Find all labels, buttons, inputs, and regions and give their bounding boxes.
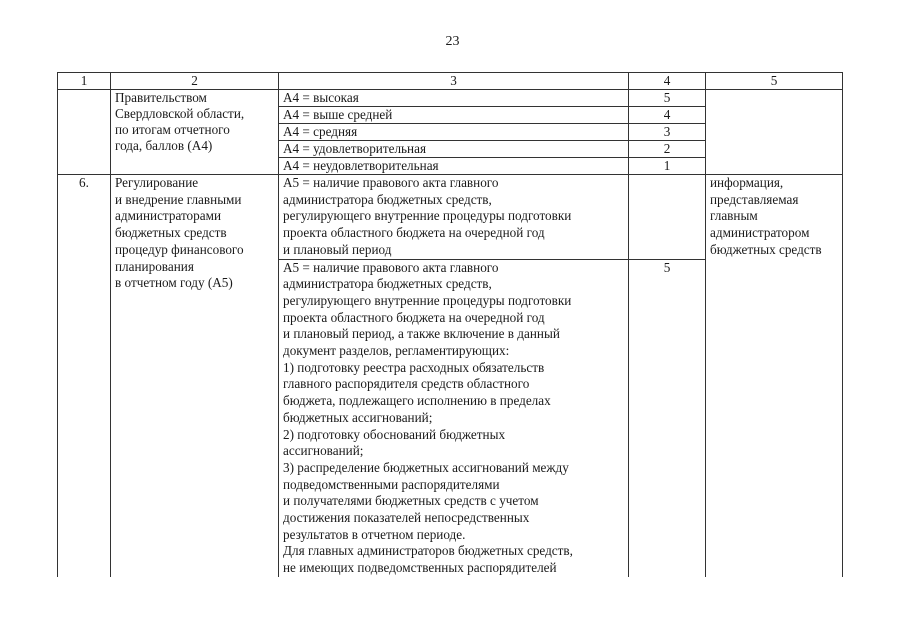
page-number: 23 (445, 34, 460, 49)
row-6-source-line: информация, (710, 175, 784, 190)
item-2-line: регулирующего внутренние процедуры подготовки (283, 292, 572, 308)
item-1-line: администратора бюджетных средств, (283, 191, 492, 207)
a4-item-score: 2 (629, 141, 706, 158)
a4-number-cell (58, 90, 111, 175)
a4-item-text: А4 = выше средней (279, 107, 629, 124)
item-2-line: не имеющих подведомственных распорядителей (283, 560, 557, 576)
a4-name-cell (111, 90, 279, 175)
item-1-line: А5 = наличие правового акта главного (283, 175, 499, 190)
item-2-line: администратора бюджетных средств, (283, 276, 492, 292)
row-6-name-line: и внедрение главными (115, 191, 242, 207)
a4-name-line: Свердловской области, (115, 106, 245, 121)
item-1-line: регулирующего внутренние процедуры подготовки (283, 208, 572, 224)
row-6-number: 6. (58, 175, 111, 577)
item-2-line: 1) подготовку реестра расходных обязательств (283, 359, 545, 375)
item-2-line: главного распорядителя средств областного (283, 376, 530, 392)
criteria-table (57, 72, 843, 577)
row-6-item-2-text (279, 259, 629, 577)
header-col-3: 3 (279, 73, 629, 90)
item-1-line: проекта областного бюджета на очередной год (283, 225, 545, 241)
row-6-name-line: в отчетном году (А5) (115, 275, 233, 291)
item-2-line: Для главных администраторов бюджетных средств, (283, 543, 573, 559)
item-1-line: и плановый период (283, 241, 392, 257)
item-2-line: подведомственными распорядителями (283, 476, 500, 492)
a4-item-text: А4 = удовлетворительная (279, 141, 629, 158)
item-2-line: ассигнований; (283, 443, 364, 459)
item-2-line: и получателями бюджетных средств с учетом (283, 493, 539, 509)
row-6-source-line: главным (710, 208, 758, 224)
row-6-name-line: Регулирование (115, 175, 199, 190)
row-6-name-line: процедур финансового (115, 241, 244, 257)
item-2-line: 3) распределение бюджетных ассигнований между (283, 459, 569, 475)
a4-item-text: А4 = высокая (279, 90, 629, 107)
a4-name-line: по итогам отчетного (115, 122, 230, 137)
header-col-2: 2 (111, 73, 279, 90)
item-2-line: бюджетных ассигнований; (283, 409, 433, 425)
header-col-4: 4 (629, 73, 706, 90)
a4-item-score: 1 (629, 158, 706, 175)
a4-item-score: 4 (629, 107, 706, 124)
header-row (58, 73, 843, 90)
row-6-name-line: администраторами (115, 208, 221, 224)
item-2-line: документ разделов, регламентирующих: (283, 343, 510, 359)
row-6-source-cell (706, 175, 843, 577)
item-2-line: проекта областного бюджета на очередной год (283, 309, 545, 325)
a4-item-text: А4 = средняя (279, 124, 629, 141)
row-6-source-line: бюджетных средств (710, 241, 822, 257)
row-6-name-line: бюджетных средств (115, 225, 227, 241)
row-6-item-1-score (629, 175, 706, 260)
row-6-item-1-text (279, 175, 629, 260)
a4-item-row (58, 90, 843, 107)
a4-item-text: А4 = неудовлетворительная (279, 158, 629, 175)
item-2-line: и плановый период, а также включение в данный (283, 326, 560, 342)
a4-name-line: года, баллов (А4) (115, 138, 213, 153)
header-col-5: 5 (706, 73, 843, 90)
a4-item-score: 3 (629, 124, 706, 141)
a4-item-score: 5 (629, 90, 706, 107)
row-6-item-2-score: 5 (629, 259, 706, 577)
a4-name-line: Правительством (115, 90, 207, 105)
header-col-1: 1 (58, 73, 111, 90)
row-6-name-cell (111, 175, 279, 577)
item-2-line: А5 = наличие правового акта главного (283, 259, 499, 275)
row-6-source-line: представляемая (710, 191, 799, 207)
item-2-line: достижения показателей непосредственных (283, 510, 530, 526)
a4-source-cell (706, 90, 843, 175)
item-2-line: бюджета, подлежащего исполнению в пределах (283, 393, 551, 409)
row-6-source-line: администратором (710, 225, 810, 241)
row-6-item-1 (58, 175, 843, 260)
row-6-name-line: планирования (115, 258, 194, 274)
item-2-line: результатов в отчетном периоде. (283, 526, 466, 542)
item-2-line: 2) подготовку обоснований бюджетных (283, 426, 506, 442)
